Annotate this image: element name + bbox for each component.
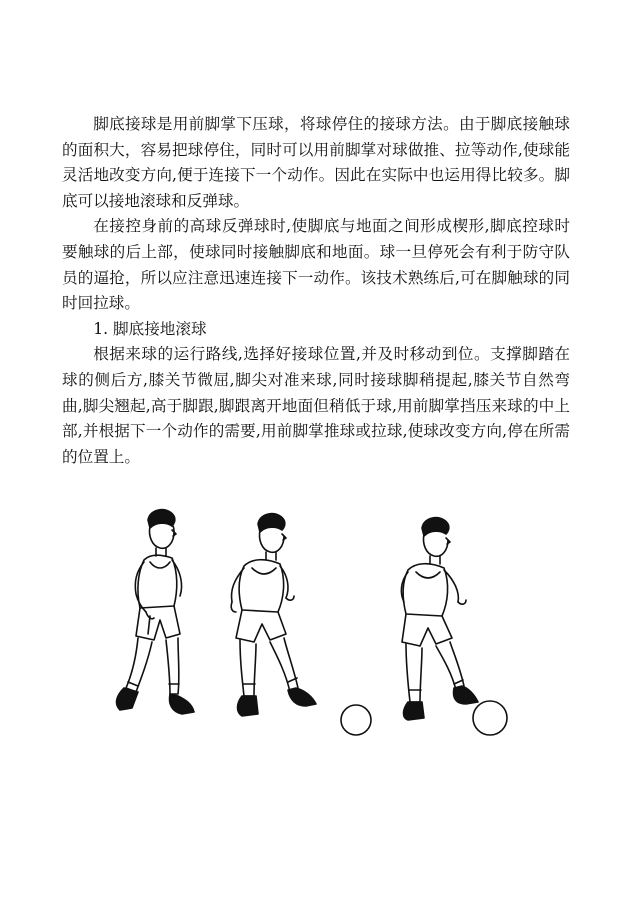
paragraph-intro: 脚底接球是用前脚掌下压球，将球停住的接球方法。由于脚底接触球的面积大，容易把球停住，同时可以用前脚掌对球做推、拉等动作,使球能灵活地改变方向,便于连接下一个动作。因此在实际中也运用得比较多。脚底可以接地滚球和反弹球。 [62,115,570,210]
article-text [62,112,570,470]
sole-trap-illustration [90,498,540,748]
section-body: 根据来球的运行路线,选择好接球位置,并及时移动到位。支撑脚踏在球的侧后方,膝关节微屈,脚尖对准来球,同时接球脚稍提起,膝关节自然弯曲,脚尖翘起,高于脚跟,脚跟离开地面但稍低于球,用前脚掌挡压来球的中上部,并根据下一个动作的需要,用前脚掌推球或拉球,使球改变方向,停在所需的位置上。 [62,345,570,466]
ball-2 [473,701,507,735]
player-figure-2 [231,514,316,716]
paragraph-high-ball: 在接控身前的高球反弹球时,使脚底与地面之间形成楔形,脚底控球时要触球的后上部，使球同时接触脚底和地面。球一旦停死会有利于防守队员的逼抢，所以应注意迅速连接下一动作。该技术熟练后,可在脚触球的同时回拉球。 [62,217,570,313]
section-heading: 1. 脚底接地滚球 [93,319,207,338]
ball-1 [341,705,371,735]
player-figure-3 [401,518,478,720]
player-figure-1 [117,510,194,714]
